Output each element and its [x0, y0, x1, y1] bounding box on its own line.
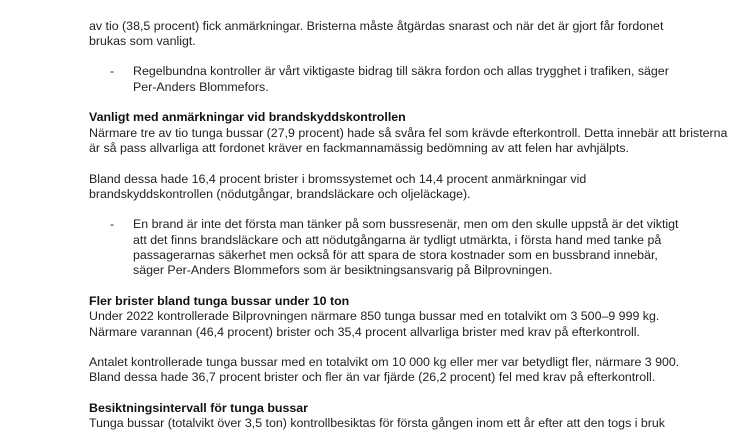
quote-block — [89, 217, 739, 278]
paragraph-line: är så pass allvarliga att fordonet kräver en fackmannamässig bedömning av att felen har avhjälpts. — [89, 140, 629, 155]
intro-line: av tio (38,5 procent) fick anmärkningar. Bristerna måste åtgärdas snarast och när det är gjort får fordonet — [89, 18, 664, 33]
paragraph-line: Tunga bussar (totalvikt över 3,5 ton) kontrollbesiktas för första gången inom ett år efter att den togs i bruk — [89, 416, 666, 431]
paragraph-line: Närmare varannan (46,4 procent) brister och 35,4 procent allvarliga brister med krav på efterkontroll. — [89, 324, 640, 339]
paragraph-line: Under 2022 kontrollerade Bilprovningen närmare 850 tunga bussar med en totalvikt om 3 500–9 999 kg. — [89, 309, 660, 324]
paragraph-line: Närmare tre av tio tunga bussar (27,9 procent) hade så svåra fel som krävde efterkontroll. Detta innebär att bristerna — [89, 125, 728, 140]
quote-line: Per-Anders Blommefors. — [133, 79, 269, 94]
quote-block — [89, 64, 739, 95]
section-heading: Besiktningsintervall för tunga bussar — [89, 401, 308, 416]
quote-line: passagerarnas säkerhet men också för att spara de stora kostnader som en bussbrand innebär, — [133, 248, 658, 263]
intro-line: brukas som vanligt. — [89, 33, 196, 48]
section-heading: Fler brister bland tunga bussar under 10 ton — [89, 293, 350, 308]
quote-line: Regelbundna kontroller är vårt viktigaste bidrag till säkra fordon och allas trygghet i trafiken, säger — [133, 64, 669, 79]
quote-line: En brand är inte det första man tänker på som bussresenär, men om den skulle uppstå är det viktigt — [133, 217, 679, 232]
quote-dash: - — [110, 217, 115, 232]
paragraph-line: Bland dessa hade 16,4 procent brister i bromssystemet och 14,4 procent anmärkningar vid — [89, 171, 587, 186]
paragraph-line: Bland dessa hade 36,7 procent brister och fler än var fjärde (26,2 procent) fel med krav på efterkontroll. — [89, 370, 656, 385]
quote-line: att det finns brandsläckare och att nödutgångarna är tydligt utmärkta, i första hand med tanke på — [133, 232, 662, 247]
section-heading: Vanligt med anmärkningar vid brandskyddskontrollen — [89, 110, 406, 125]
paragraph-line: Antalet kontrollerade tunga bussar med en totalvikt om 10 000 kg eller mer var betydligt fler, närmare 3 900. — [89, 355, 680, 370]
quote-dash: - — [110, 64, 115, 79]
paragraph-line: brandskyddskontrollen (nödutgångar, brandsläckare och oljeläckage). — [89, 186, 471, 201]
document-page — [89, 0, 739, 432]
quote-line: säger Per-Anders Blommefors som är besiktningsansvarig på Bilprovningen. — [133, 263, 553, 278]
